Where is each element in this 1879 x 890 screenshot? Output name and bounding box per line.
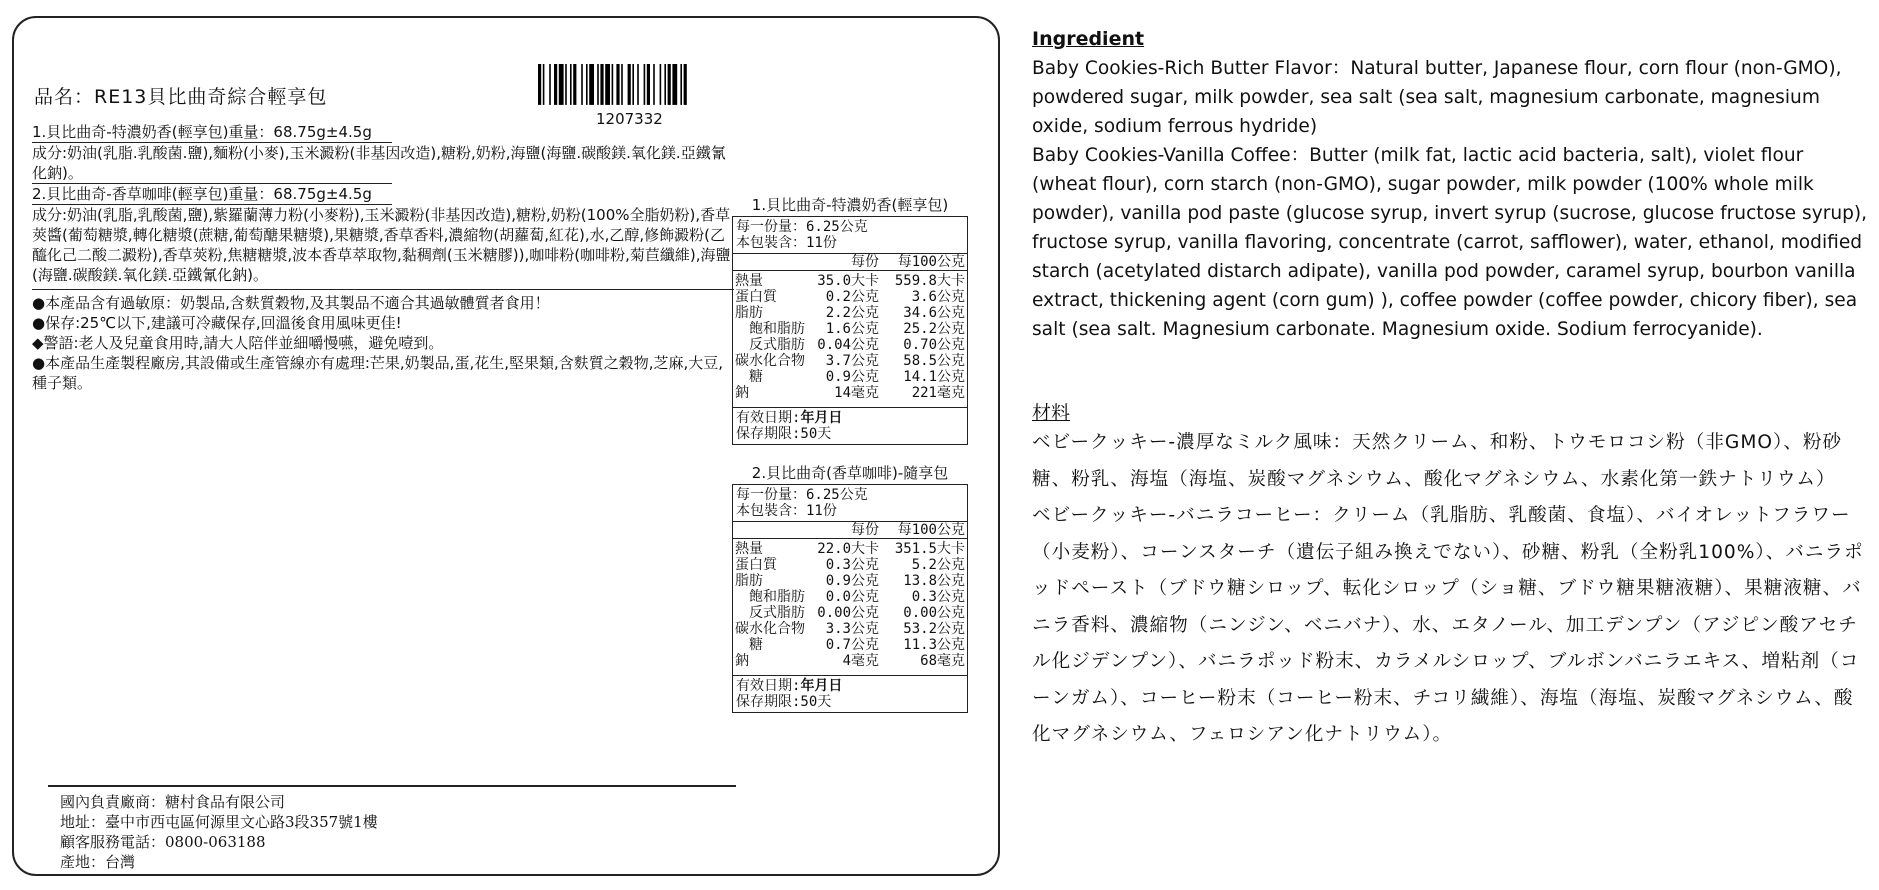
value-per-serving: 3.3公克: [825, 621, 879, 637]
col-per-100g: 每100公克: [897, 522, 965, 538]
nutrient-name: 熱量: [735, 541, 763, 557]
note: ◆警語:老人及兒童食用時,請大人陪伴並細嚼慢嚥，避免噎到。: [32, 334, 444, 352]
nutrition-row: [735, 573, 965, 589]
nutrition-panel-2-title: 2.貝比曲奇(香草咖啡)-隨享包: [751, 464, 949, 482]
barcode-number: 1207332: [596, 110, 663, 128]
footer-line: 國內負責廠商：糖村食品有限公司: [60, 793, 286, 811]
value-per-100g: 0.70公克: [903, 337, 965, 353]
shelf-life: 保存期限:50天: [736, 694, 832, 710]
nutrition-row: [735, 557, 965, 573]
nutrient-name: 飽和脂肪: [735, 321, 805, 337]
nutrient-name: 糖: [735, 369, 763, 385]
nutrient-name: 碳水化合物: [735, 353, 805, 369]
value-per-serving: 0.7公克: [825, 637, 879, 653]
nutrient-name: 鈉: [735, 653, 749, 669]
value-per-100g: 14.1公克: [903, 369, 965, 385]
nutrient-name: 蛋白質: [735, 557, 777, 573]
value-per-100g: 53.2公克: [903, 621, 965, 637]
nutrition-row: [735, 653, 965, 669]
nutrition-row: [735, 541, 965, 557]
nutrition-row: [735, 273, 965, 289]
note: ●本產品生產製程廠房,其設備或生產管線亦有處理:芒果,奶製品,蛋,花生,堅果類,含麩質之穀物,芝麻,大豆,種子類。: [32, 354, 724, 392]
value-per-100g: 5.2公克: [911, 557, 965, 573]
nutrition-row: [735, 337, 965, 353]
translations-section: [1032, 28, 1872, 754]
nutrition-row: [735, 589, 965, 605]
value-per-100g: 351.5大卡: [894, 541, 965, 557]
value-per-serving: 4毫克: [842, 653, 879, 669]
value-per-100g: 34.6公克: [903, 305, 965, 321]
footer-line: 地址：臺中市西屯區何源里文心路3段357號1樓: [60, 813, 378, 831]
value-per-serving: 1.6公克: [825, 321, 879, 337]
value-per-100g: 68毫克: [920, 653, 965, 669]
value-per-serving: 3.7公克: [825, 353, 879, 369]
value-per-100g: 559.8大卡: [894, 273, 965, 289]
nutrient-name: 熱量: [735, 273, 763, 289]
ingredients-section: [32, 122, 734, 393]
item1-ingredients: 成分:奶油(乳脂.乳酸菌.鹽),麵粉(小麥),玉米澱粉(非基因改造),糖粉,奶粉,海鹽(海鹽.碳酸鎂.氧化鎂.亞鐵氰化鈉)。: [32, 144, 726, 182]
expiry-value: 年月日: [800, 678, 843, 694]
footer-line: 顧客服務電話：0800-063188: [60, 833, 266, 851]
nutrient-name: 蛋白質: [735, 289, 777, 305]
value-per-serving: 14毫克: [834, 385, 879, 401]
value-per-100g: 11.3公克: [903, 637, 965, 653]
col-per-serving: 每份: [851, 522, 879, 538]
value-per-100g: 25.2公克: [903, 321, 965, 337]
value-per-serving: 0.9公克: [825, 369, 879, 385]
expiry-value: 年月日: [800, 410, 843, 426]
nutrition-panel-1-title: 1.貝比曲奇-特濃奶香(輕享包): [751, 196, 949, 214]
serving-size: 每一份量：6.25公克: [736, 487, 868, 503]
nutrition-row: [735, 289, 965, 305]
value-per-serving: 0.9公克: [825, 573, 879, 589]
nutrition-panel-1: [732, 216, 968, 445]
manufacturer-info: [60, 792, 378, 872]
nutrient-name: 脂肪: [735, 573, 763, 589]
nutrient-name: 脂肪: [735, 305, 763, 321]
footer-line: 產地：台灣: [60, 853, 136, 871]
value-per-100g: 58.5公克: [903, 353, 965, 369]
japanese-para-1: ベビークッキー-濃厚なミルク風味：天然クリーム、和粉、トウモロコシ粉（非GMO）、粉砂糖、粉乳、海塩（海塩、炭酸マグネシウム、酸化マグネシウム、水素化第一鉄ナトリウム）: [1032, 432, 1843, 490]
servings-per-pack: 本包裝含：11份: [736, 503, 837, 519]
nutrition-row: [735, 321, 965, 337]
value-per-serving: 2.2公克: [825, 305, 879, 321]
nutrition-row: [735, 621, 965, 637]
col-per-serving: 每份: [851, 254, 879, 270]
nutrient-name: 反式脂肪: [735, 605, 805, 621]
value-per-serving: 0.00公克: [817, 605, 879, 621]
value-per-serving: 35.0大卡: [817, 273, 879, 289]
value-per-serving: 0.3公克: [825, 557, 879, 573]
footer-divider: [48, 785, 736, 787]
nutrition-panel-2: [732, 484, 968, 713]
value-per-serving: 0.0公克: [825, 589, 879, 605]
value-per-100g: 0.3公克: [911, 589, 965, 605]
english-para-1: Baby Cookies-Rich Butter Flavor：Natural butter, Japanese flour, corn flour (non-GMO), powdered sugar, milk powder, sea salt (sea salt, magnesium carbonate, magnesium oxide, sodium ferrous hydride): [1032, 58, 1842, 137]
product-label: [12, 16, 1000, 876]
nutrition-row: [735, 385, 965, 401]
japanese-para-2: ベビークッキー-バニラコーヒー：クリーム（乳脂肪、乳酸菌、食塩）、バイオレットフラワー（小麦粉）、コーンスターチ（遺伝子組み換えでない）、砂糖、粉乳（全粉乳100%）、バニラポッドペースト（ブドウ糖シロップ、転化シロップ（ショ糖、ブドウ糖果糖液糖）、果糖液糖、バニラ香料、濃縮物（ニンジン、ベニバナ）、水、エタノール、加工デンプン（アジピン酸アセチル化ジデンプン）、バニラポッド粉末、カラメルシロップ、ブルボンバニラエキス、増粘剤（コーンガム）、コーヒー粉末（コーヒー粉末、チコリ繊維）、海塩（海塩、炭酸マグネシウム、酸化マグネシウム、フェロシアン化ナトリウム）。: [1032, 505, 1864, 745]
note: ●保存:25℃以下,建議可冷藏保存,回溫後食用風味更佳!: [32, 314, 402, 332]
value-per-100g: 0.00公克: [903, 605, 965, 621]
value-per-100g: 13.8公克: [903, 573, 965, 589]
japanese-heading: 材料: [1032, 402, 1071, 424]
value-per-serving: 22.0大卡: [817, 541, 879, 557]
nutrient-name: 反式脂肪: [735, 337, 805, 353]
item2-ingredients: 成分:奶油(乳脂,乳酸菌,鹽),紫羅蘭薄力粉(小麥粉),玉米澱粉(非基因改造),糖粉,奶粉(100%全脂奶粉),香草莢醬(葡萄糖漿,轉化糖漿(蔗糖,葡萄醣果糖漿),果糖漿,香草香料,濃縮物(胡蘿蔔,紅花),水,乙醇,修飾澱粉(乙醯化己二酸二澱粉),香草莢粉,焦糖糖漿,波本香草萃取物,黏稠劑(玉米糖膠)),咖啡粉(咖啡粉,菊苣纖維),海鹽(海鹽.碳酸鎂.氧化鎂.亞鐵氰化鈉)。: [32, 206, 731, 284]
value-per-serving: 0.04公克: [817, 337, 879, 353]
value-per-serving: 0.2公克: [825, 289, 879, 305]
expiry-label: 有效日期:: [736, 410, 801, 426]
notes-list: [32, 289, 734, 393]
value-per-100g: 221毫克: [911, 385, 965, 401]
nutrition-row: [735, 605, 965, 621]
english-para-2: Baby Cookies-Vanilla Coffee：Butter (milk fat, lactic acid bacteria, salt), violet flour (wheat flour), corn starch (non-GMO), sugar powder, milk powder (100% whole milk powder), vanilla pod paste (glucose syrup, invert syrup (sucrose, glucose fructose syrup), fructose syrup, vanilla flavoring, concentrate (carrot, safflower), water, ethanol, modified starch (acetylated distarch adipate), vanilla pod powder, caramel syrup, bourbon vanilla extract, thickening agent (corn gum) ), coffee powder (coffee powder, chicory fiber), sea salt (sea salt. Magnesium carbonate. Magnesium oxide. Sodium ferrocyanide).: [1032, 145, 1868, 340]
nutrient-name: 糖: [735, 637, 763, 653]
nutrient-name: 碳水化合物: [735, 621, 805, 637]
expiry-label: 有效日期:: [736, 678, 801, 694]
serving-size: 每一份量：6.25公克: [736, 219, 868, 235]
shelf-life: 保存期限:50天: [736, 426, 832, 442]
note: ●本產品含有過敏原：奶製品,含麩質穀物,及其製品不適合其過敏體質者食用！: [32, 294, 550, 312]
nutrition-row: [735, 637, 965, 653]
nutrient-name: 鈉: [735, 385, 749, 401]
nutrient-name: 飽和脂肪: [735, 589, 805, 605]
nutrition-row: [735, 305, 965, 321]
value-per-100g: 3.6公克: [911, 289, 965, 305]
english-heading: Ingredient: [1032, 28, 1145, 50]
nutrition-row: [735, 353, 965, 369]
item1-heading: 1.貝比曲奇-特濃奶香(輕享包)重量：68.75g±4.5g: [32, 122, 392, 143]
product-title: 品名：RE13貝比曲奇綜合輕享包: [34, 86, 328, 108]
servings-per-pack: 本包裝含：11份: [736, 235, 837, 251]
nutrition-row: [735, 369, 965, 385]
col-per-100g: 每100公克: [897, 254, 965, 270]
item2-heading: 2.貝比曲奇-香草咖啡(輕享包)重量：68.75g±4.5g: [32, 183, 392, 205]
